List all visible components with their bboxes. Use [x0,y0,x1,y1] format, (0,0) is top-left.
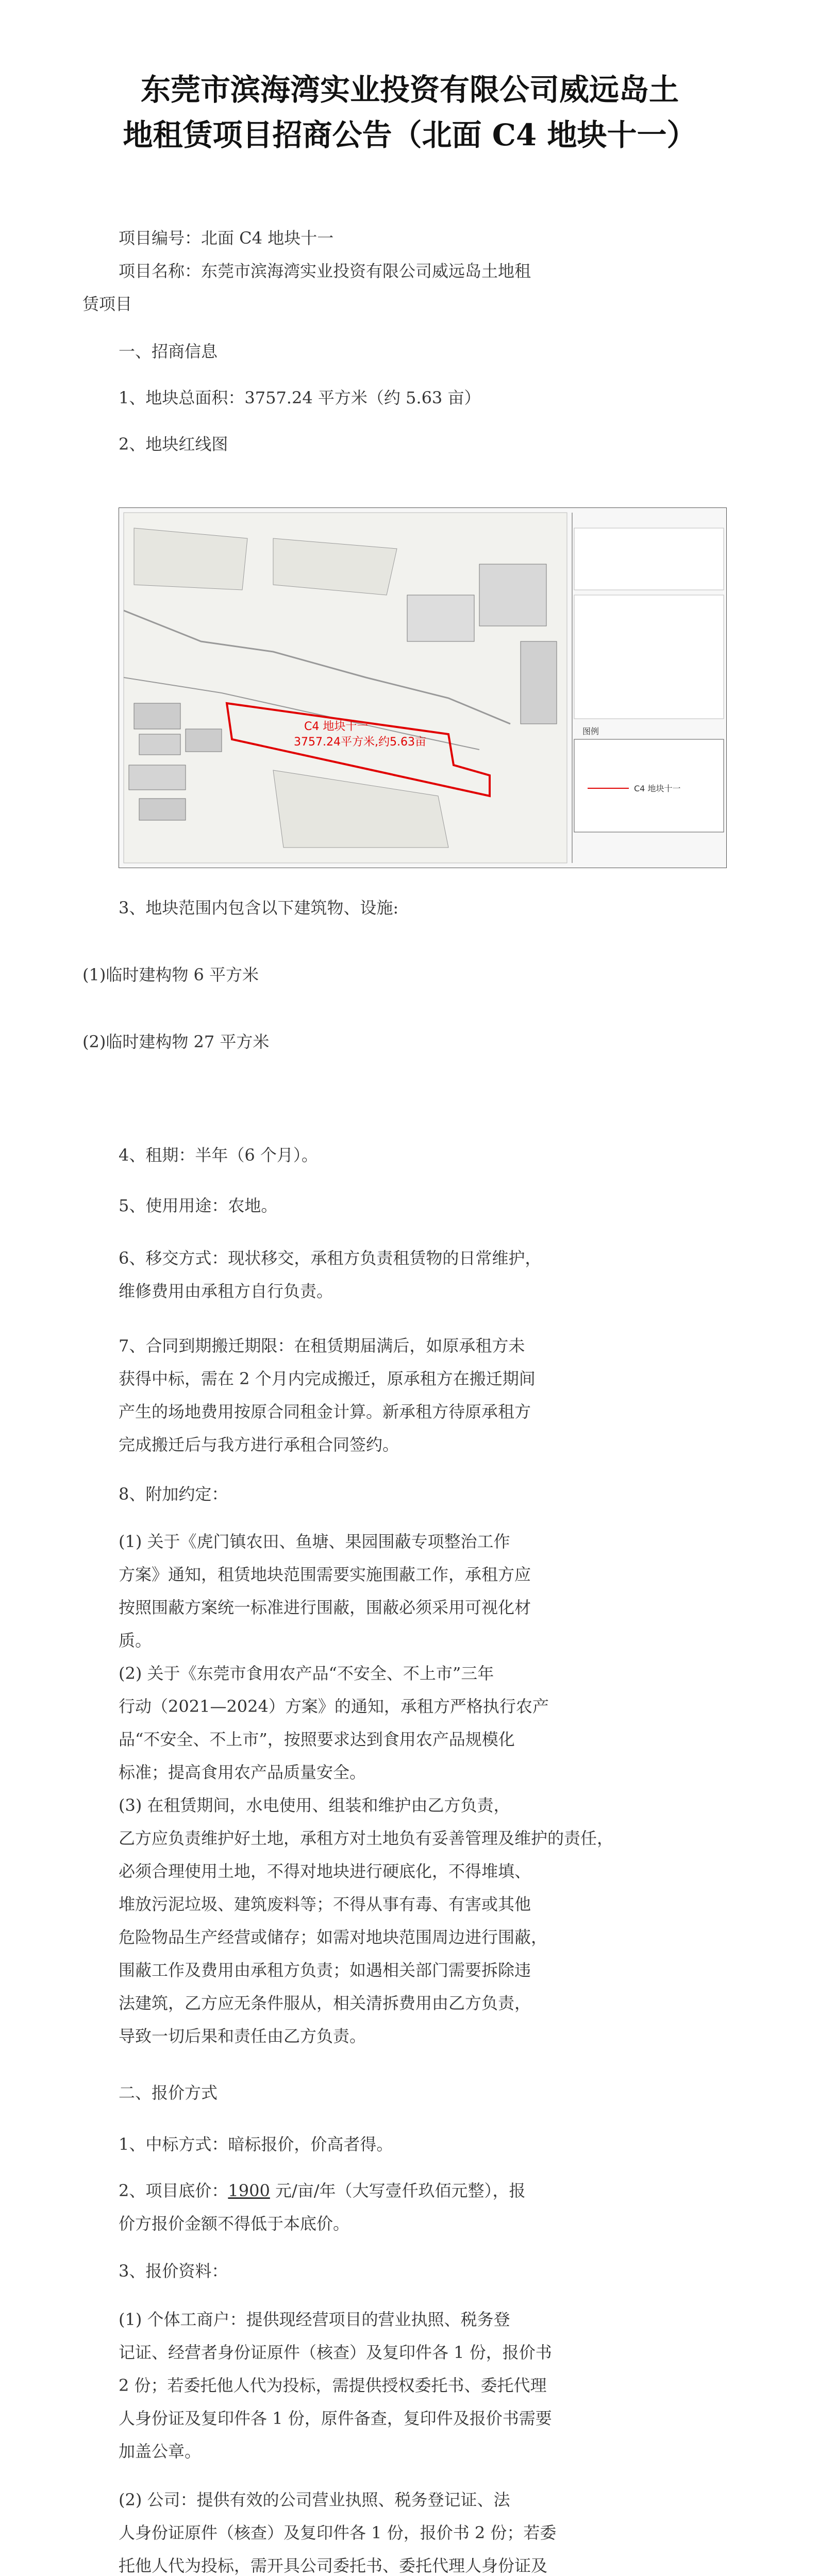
materials-2-line-3: 托他人代为投标，需开具公司委托书、委托代理人身份证及 [119,2556,548,2575]
title-line-2: 地租赁项目招商公告（北面 C4 地块十一） [123,117,697,152]
project-name-line-1: 项目名称：东莞市滨海湾实业投资有限公司威远岛土地租 [119,261,531,281]
handover-line-2: 维修费用由承租方自行负责。 [119,1281,333,1301]
term-3-line-5: 危险物品生产经营或储存；如需对地块范围周边进行围蔽， [119,1927,548,1947]
building-1: (1)临时建构物 6 平方米 [82,965,259,985]
area-item: 1、地块总面积：3757.24 平方米（约 5.63 亩） [119,388,481,408]
section-1-heading: 一、招商信息 [119,342,218,361]
materials-2-line-2: 人身份证原件（核查）及复印件各 1 份，报价书 2 份；若委 [119,2523,557,2543]
additional-terms-heading: 8、附加约定： [119,1484,228,1504]
relocation-line-3: 产生的场地费用按原合同租金计算。新承租方待原承租方 [119,1402,531,1421]
term-1-line-3: 按照围蔽方案统一标准进行围蔽，围蔽必须采用可视化材 [119,1598,531,1617]
project-number: 项目编号：北面 C4 地块十一 [119,228,334,248]
relocation-line-2: 获得中标，需在 2 个月内完成搬迁，原承租方在搬迁期间 [119,1369,536,1388]
reserve-price-value: 1900 [228,2181,270,2200]
project-name-line-2: 赁项目 [82,294,132,314]
buildings-item: 3、地块范围内包含以下建筑物、设施: [119,898,399,918]
term-1-line-2: 方案》通知，租赁地块范围需要实施围蔽工作，承租方应 [119,1565,531,1584]
term-1-line-1: (1) 关于《虎门镇农田、鱼塘、果园围蔽专项整治工作 [119,1532,510,1551]
handover-line-1: 6、移交方式：现状移交，承租方负责租赁物的日常维护， [119,1248,542,1268]
term-3-line-3: 必须合理使用土地，不得对地块进行硬底化，不得堆填、 [119,1861,531,1881]
term-3-line-2: 乙方应负责维护好土地，承租方对土地负有妥善管理及维护的责任， [119,1828,614,1848]
map-legend-title: 图例 [582,726,599,736]
reserve-price-line-2: 价方报价金额不得低于本底价。 [119,2214,350,2233]
bid-method: 1、中标方式：暗标报价，价高者得。 [119,2134,393,2154]
bid-materials-heading: 3、报价资料： [119,2261,228,2281]
term-3-line-1: (3) 在租赁期间，水电使用、组装和维护由乙方负责， [119,1795,510,1815]
relocation-line-1: 7、合同到期搬迁期限：在租赁期届满后，如原承租方未 [119,1336,525,1355]
materials-1-line-2: 记证、经营者身份证原件（核查）及复印件各 1 份，报价书 [119,2343,552,2362]
map-legend-entry: C4 地块十一 [634,784,681,793]
redline-map-item: 2、地块红线图 [119,434,228,454]
term-3-line-8: 导致一切后果和责任由乙方负责。 [119,2026,366,2046]
materials-1-line-5: 加盖公章。 [119,2442,202,2461]
map-parcel-label: C4 地块十一 [304,720,369,733]
usage: 5、使用用途：农地。 [119,1196,278,1215]
reserve-price-prefix: 2、项目底价： [119,2181,228,2200]
section-2-heading: 二、报价方式 [119,2083,218,2103]
materials-2-line-1: (2) 公司：提供有效的公司营业执照、税务登记证、法 [119,2490,510,2510]
relocation-line-4: 完成搬迁后与我方进行承租合同签约。 [119,1435,399,1454]
term-2-line-2: 行动（2021—2024）方案》的通知，承租方严格执行农产 [119,1697,549,1716]
map-parcel-area: 3757.24平方米,约5.63亩 [294,736,426,749]
materials-1-line-3: 2 份；若委托他人代为投标，需提供授权委托书、委托代理 [119,2376,547,2395]
term-2-line-4: 标准；提高食用农产品质量安全。 [119,1762,366,1782]
document-title [72,67,747,158]
term-2-line-1: (2) 关于《东莞市食用农产品“不安全、不上市”三年 [119,1664,494,1683]
lease-term: 4、租期：半年（6 个月）。 [119,1145,318,1165]
term-1-line-4: 质。 [119,1631,152,1650]
term-2-line-3: 品“不安全、不上市”，按照要求达到食用农产品规模化 [119,1730,515,1749]
term-3-line-4: 堆放污泥垃圾、建筑废料等；不得从事有毒、有害或其他 [119,1894,531,1914]
site-redline-map [119,507,727,868]
title-line-1: 东莞市滨海湾实业投资有限公司威远岛土 [140,72,679,107]
term-3-line-7: 法建筑，乙方应无条件服从，相关清拆费用由乙方负责， [119,1993,531,2013]
building-2: (2)临时建构物 27 平方米 [82,1032,270,1052]
term-3-line-6: 围蔽工作及费用由承租方负责；如遇相关部门需要拆除违 [119,1960,531,1980]
materials-1-line-4: 人身份证及复印件各 1 份，原件备查，复印件及报价书需要 [119,2409,552,2428]
reserve-price-suffix: 元/亩/年（大写壹仟玖佰元整），报 [270,2181,526,2200]
reserve-price-line-1 [119,2174,758,2207]
materials-1-line-1: (1) 个体工商户：提供现经营项目的营业执照、税务登 [119,2310,510,2329]
